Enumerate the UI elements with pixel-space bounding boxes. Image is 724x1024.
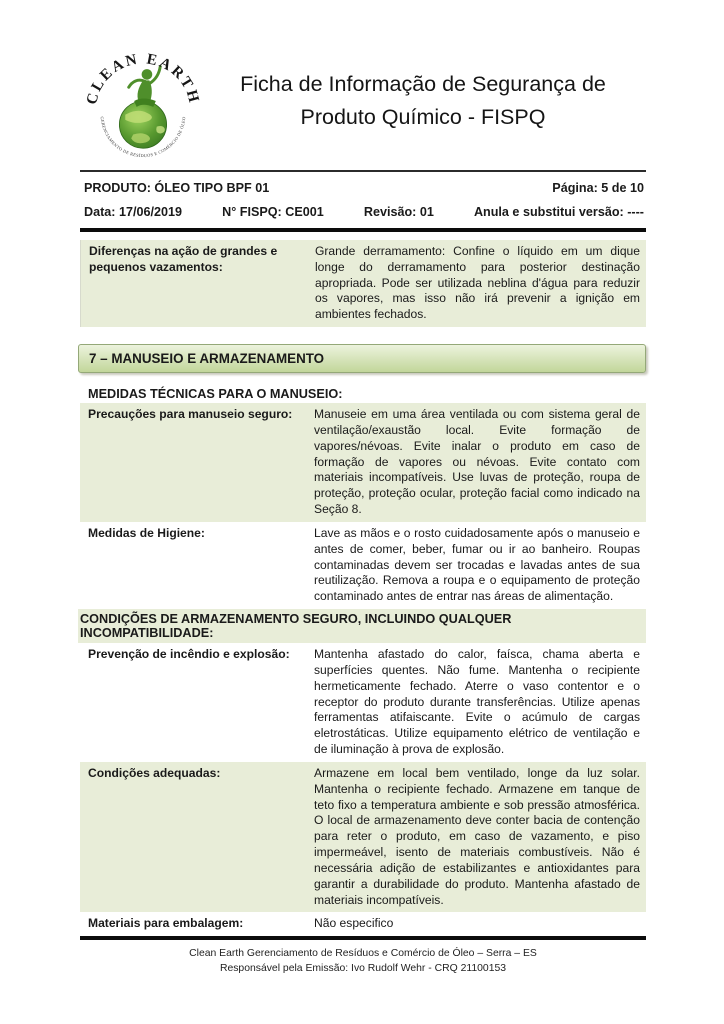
row-label: Medidas de Higiene: bbox=[88, 525, 205, 540]
row-text: Grande derramamento: Confine o líquido em um dique longe do derramamento para posterior destinação apropriada. Pode ser utilizada neblina d'água para reduzir os vapores, mas isso não irá prevenir a ignição em ambientes fechados. bbox=[315, 244, 640, 322]
footer-divider bbox=[80, 936, 646, 940]
row-label: Diferenças na ação de grandes e pequenos vazamentos: bbox=[89, 244, 278, 274]
row-text: Armazene em local bem ventilado, longe da luz solar. Mantenha o recipiente fechado. Armazene em tanque de teto fixo a temperatura ambiente e sob pressão atmosférica. O local de armazenamento deve conter bacia de contenção para reter o produto, em caso de vazamento, e piso impermeável, isento de materiais combustíveis. Não é necessária adição de estabilizantes e antioxidantes para garantir a durabilidade do produto. Mantenha afastado de materiais incompatíveis. bbox=[314, 765, 640, 907]
meta-row-revision bbox=[80, 198, 646, 228]
row-label: Precauções para manuseio seguro: bbox=[88, 407, 293, 422]
fispq-number: N° FISPQ: CE001 bbox=[222, 205, 324, 219]
meta-divider bbox=[80, 228, 646, 232]
storage-conditions-heading: CONDIÇÕES DE ARMAZENAMENTO SEGURO, INCLUINDO QUALQUER INCOMPATIBILIDADE: bbox=[78, 609, 646, 643]
globe-icon bbox=[119, 101, 166, 148]
document-title-line2: Produto Químico - FISPQ bbox=[300, 105, 546, 129]
row-text: Não especifico bbox=[314, 916, 394, 931]
row-label: Materiais para embalagem: bbox=[88, 916, 244, 931]
table-row-hygiene-measures bbox=[80, 522, 646, 609]
figure-icon bbox=[129, 67, 161, 107]
product-label: PRODUTO: ÓLEO TIPO BPF 01 bbox=[84, 181, 270, 195]
meta-row-product bbox=[80, 172, 646, 198]
logo-arc-bottom-text: GERENCIAMENTO DE RESÍDUOS E COMÉRCIO DE ÓLEO bbox=[99, 116, 187, 159]
row-text: Manuseie em uma área ventilada ou com sistema geral de ventilação/exaustão local. Evite formação de vapores/névoas. Evite inalar o produto em caso de formação de vapores ou névoas. Evite contato com materiais incompatíveis. Use luvas de proteção, roupa de proteção, proteção ocular, proteção facial como indicado na Seção 8. bbox=[314, 407, 640, 517]
document-title-line1: Ficha de Informação de Segurança de bbox=[240, 71, 606, 96]
table-row-spill-differences bbox=[80, 240, 646, 327]
footer-responsible-line: Responsável pela Emissão: Ivo Rudolf Wehr - CRQ 21100153 bbox=[219, 963, 507, 975]
table-row-handling-precautions bbox=[80, 403, 646, 522]
document-header bbox=[80, 36, 646, 166]
table-row-adequate-conditions bbox=[80, 762, 646, 912]
row-text: Mantenha afastado do calor, faísca, chama aberta e superfícies quentes. Não fume. Mantenha o recipiente hermeticamente fechado. Aterre o vaso contentor e o receptor do produto durante transferências. Utilize apenas ferramentas atifaiscante. Evite o acúmulo de cargas eletrostáticas. Utilize equipamento elétrico de ventilação e de iluminação à prova de explosão. bbox=[314, 647, 640, 757]
document-title bbox=[206, 68, 646, 135]
revision-number: Revisão: 01 bbox=[363, 205, 434, 219]
row-label: Condições adequadas: bbox=[88, 765, 221, 780]
section-7-header: 7 – MANUSEIO E ARMAZENAMENTO bbox=[78, 344, 646, 373]
table-row-packaging-materials bbox=[80, 912, 646, 936]
logo-arc-top-text: CLEAN EARTH bbox=[83, 50, 203, 107]
handling-measures-heading: MEDIDAS TÉCNICAS PARA O MANUSEIO: bbox=[88, 387, 343, 402]
issue-date: Data: 17/06/2019 bbox=[84, 205, 183, 219]
document-footer bbox=[80, 936, 646, 976]
supersedes-version: Anula e substitui versão: ---- bbox=[473, 205, 644, 219]
page-number: Página: 5 de 10 bbox=[552, 181, 644, 195]
footer-company-line: Clean Earth Gerenciamento de Resíduos e Comércio de Óleo – Serra – ES bbox=[189, 948, 537, 960]
clean-earth-logo bbox=[80, 36, 206, 166]
row-label: Prevenção de incêndio e explosão: bbox=[88, 647, 290, 662]
table-row-fire-explosion-prevention bbox=[80, 643, 646, 762]
row-text: Lave as mãos e o rosto cuidadosamente após o manuseio e antes de comer, beber, fumar ou ir ao banheiro. Roupas contaminadas devem ser trocadas e lavadas antes de sua reutilização. Remova a roupa e o equipamento de proteção contaminado antes de entrar nas áreas de alimentação. bbox=[314, 525, 640, 604]
